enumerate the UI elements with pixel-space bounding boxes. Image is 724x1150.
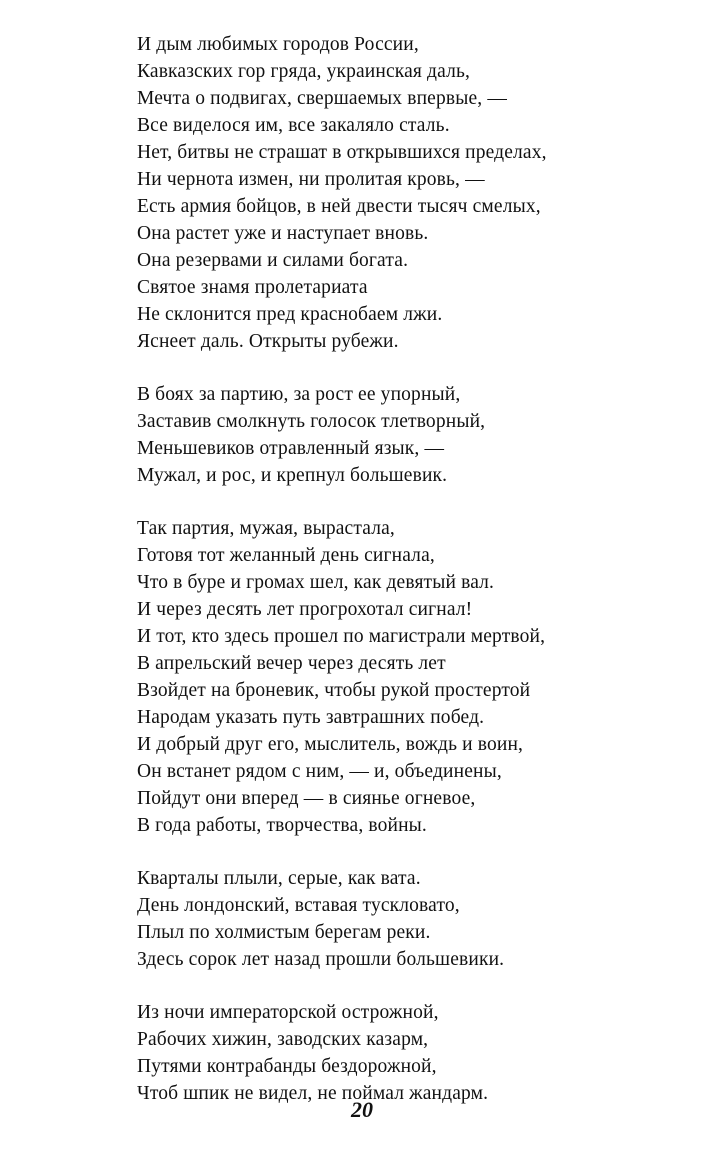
verse-line: Здесь сорок лет назад прошли большевики. bbox=[137, 949, 505, 970]
verse-line: Кварталы плыли, серые, как вата. bbox=[137, 868, 421, 889]
verse-line: Ни чернота измен, ни пролитая кровь, — bbox=[137, 169, 485, 190]
verse-line: Что в буре и громах шел, как девятый вал. bbox=[137, 572, 495, 593]
stanza-2 bbox=[137, 381, 697, 489]
verse-line: Рабочих хижин, заводских казарм, bbox=[137, 1029, 429, 1050]
verse-line: День лондонский, вставая тускловато, bbox=[137, 895, 460, 916]
page-number: 20 bbox=[351, 1097, 373, 1122]
verse-line: Яснеет даль. Открыты рубежи. bbox=[137, 331, 399, 352]
verse-line: Не склонится пред краснобаем лжи. bbox=[137, 304, 443, 325]
verse-line: Он встанет рядом с ним, — и, объединены, bbox=[137, 761, 502, 782]
verse-line: Она резервами и силами богата. bbox=[137, 250, 409, 271]
verse-line: И добрый друг его, мыслитель, вождь и воин, bbox=[137, 734, 524, 755]
verse-line: Мечта о подвигах, свершаемых впервые, — bbox=[137, 88, 507, 109]
verse-line: Из ночи императорской острожной, bbox=[137, 1002, 439, 1023]
verse-line: Народам указать путь завтрашних побед. bbox=[137, 707, 485, 728]
verse-line: В года работы, творчества, войны. bbox=[137, 815, 427, 836]
verse-line: Нет, битвы не страшат в открывшихся пределах, bbox=[137, 142, 547, 163]
verse-line: Меньшевиков отравленный язык, — bbox=[137, 438, 445, 459]
stanza-4 bbox=[137, 865, 697, 973]
verse-line: Так партия, мужая, вырастала, bbox=[137, 518, 395, 539]
verse-line: Святое знамя пролетариата bbox=[137, 277, 368, 298]
verse-line: И через десять лет прогрохотал сигнал! bbox=[137, 599, 473, 620]
verse-line: И тот, кто здесь прошел по магистрали мертвой, bbox=[137, 626, 546, 647]
verse-line: Пойдут они вперед — в сиянье огневое, bbox=[137, 788, 476, 809]
poem-text bbox=[137, 31, 697, 1133]
verse-line: Взойдет на броневик, чтобы рукой простертой bbox=[137, 680, 531, 701]
verse-line: И дым любимых городов России, bbox=[137, 34, 419, 55]
stanza-5 bbox=[137, 999, 697, 1107]
verse-line: Есть армия бойцов, в ней двести тысяч смелых, bbox=[137, 196, 541, 217]
verse-line: Готовя тот желанный день сигнала, bbox=[137, 545, 435, 566]
verse-line: Заставив смолкнуть голосок тлетворный, bbox=[137, 411, 486, 432]
verse-line: В апрельский вечер через десять лет bbox=[137, 653, 446, 674]
verse-line: Путями контрабанды бездорожной, bbox=[137, 1056, 437, 1077]
verse-line: Все виделося им, все закаляло сталь. bbox=[137, 115, 450, 136]
verse-line: Плыл по холмистым берегам реки. bbox=[137, 922, 431, 943]
stanza-3 bbox=[137, 515, 697, 839]
verse-line: Чтоб шпик не видел, не поймал жандарм. bbox=[137, 1083, 489, 1104]
verse-line: Кавказских гор гряда, украинская даль, bbox=[137, 61, 471, 82]
verse-line: Она растет уже и наступает вновь. bbox=[137, 223, 429, 244]
verse-line: В боях за партию, за рост ее упорный, bbox=[137, 384, 461, 405]
stanza-1 bbox=[137, 31, 697, 355]
verse-line: Мужал, и рос, и крепнул большевик. bbox=[137, 465, 448, 486]
